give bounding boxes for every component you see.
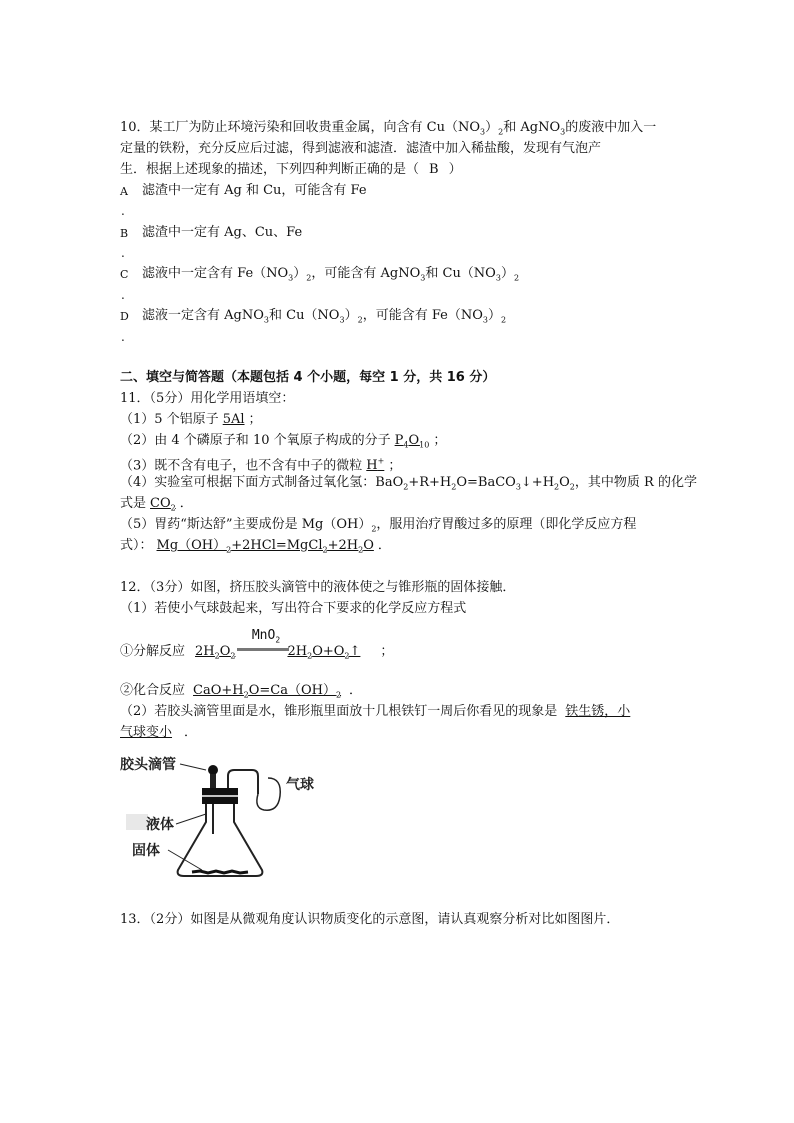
q11-text: （4）实验室可根据下面方式制备过氧化氢：BaO (120, 475, 404, 490)
q12-text: ． (184, 725, 198, 740)
q11-answer-text: O (408, 433, 420, 448)
q12-answer: 气球变小 (120, 725, 173, 740)
q10-text: ） (448, 162, 462, 177)
option-dot: . (121, 288, 125, 302)
q13-title: 13．（2分）如图是从微观角度认识物质变化的示意图，请认真观察分析对比如图图片． (120, 912, 620, 927)
q12-answer-text: CaO+H (193, 683, 244, 698)
subscript: 3 (339, 315, 345, 325)
option-a-letter: A (120, 185, 128, 198)
subscript: 2 (322, 545, 328, 555)
q11-answer: 5Al (222, 412, 245, 427)
label-solid: 固体 (132, 843, 160, 859)
q12-answer-text: O=Ca（OH） (248, 683, 336, 698)
subscript: 3 (560, 127, 566, 137)
q12-title: 12．（3分）如图，挤压胶头滴管中的液体使之与锥形瓶的固体接触． (120, 580, 516, 595)
q10-answer: B (429, 162, 439, 177)
label-shade (126, 814, 148, 830)
q10-text: 和 AgNO (503, 120, 561, 135)
q11-answer (391, 433, 434, 448)
q11-text: ． (377, 538, 391, 553)
q11-answer-text: H (366, 458, 378, 474)
option-c-text (142, 264, 519, 289)
subscript: 2 (170, 503, 176, 513)
q10-text: ） (485, 120, 499, 135)
subscript: 2 (306, 273, 312, 283)
q12-answer (185, 644, 235, 659)
q11-text: ，服用治疗胃酸过多的原理（即化学反应方程 (376, 517, 637, 532)
subscript: 2 (513, 273, 520, 283)
q12-answer-text: O (219, 644, 231, 659)
q12-text: ． (349, 683, 363, 698)
subscript: 3 (495, 273, 501, 283)
option-text: 滤液一定含有 AgNO (142, 308, 264, 323)
subscript: 2 (344, 651, 350, 661)
q11-answer-text: +2H (327, 538, 359, 553)
subscript: 2 (214, 651, 220, 661)
q11-text: O=BaCO (456, 475, 516, 490)
label-balloon: 气球 (286, 777, 314, 793)
q12-answer (185, 683, 349, 698)
subscript: 2 (307, 651, 313, 661)
q12-reaction1 (120, 642, 393, 667)
q11-text: ； (433, 433, 447, 448)
q12-text: ②化合反应 (120, 683, 186, 698)
q10-text: 10．某工厂为防止环境污染和回收贵重金属，向含有 Cu（NO (120, 120, 481, 135)
subscript: 2 (403, 482, 409, 492)
q12-answer (287, 644, 372, 659)
subscript: 2 (226, 545, 232, 555)
liquid-pointer (176, 814, 206, 824)
subscript: 4 (403, 440, 409, 450)
q11-text: ； (388, 458, 402, 474)
q11-answer (362, 458, 388, 473)
q11-text: O (559, 475, 570, 490)
q11-text: （2）由 4 个磷原子和 10 个氧原子构成的分子 (120, 433, 391, 448)
label-dropper: 胶头滴管 (120, 757, 176, 773)
flask-outline (178, 802, 263, 876)
label-liquid: 液体 (146, 817, 174, 833)
q11-answer (146, 496, 180, 511)
subscript: 2 (451, 482, 457, 492)
subscript: 2 (498, 127, 504, 137)
q11-answer-text: +2HCl=MgCl (231, 538, 323, 553)
option-b-text: 滤渣中一定有 Ag、Cu、Fe (142, 225, 303, 240)
dropper-bulb (208, 765, 218, 775)
subscript: 2 (357, 315, 363, 325)
option-dot: . (121, 330, 125, 344)
q11-title: 11．（5分）用化学用语填空： (120, 391, 295, 406)
q12-sub2-line1 (120, 702, 634, 722)
option-c-letter: C (120, 268, 129, 281)
subscript: 3 (420, 273, 426, 283)
q11-answer-text: P (394, 433, 404, 448)
solid-layer (192, 871, 248, 873)
q10-text: 的废液中加入一 (565, 120, 657, 135)
solid-pointer (168, 850, 202, 870)
flask-figure (118, 752, 328, 882)
option-text: ） (293, 266, 307, 281)
option-text: ） (344, 308, 358, 323)
subscript: 2 (500, 315, 507, 325)
q11-text: ． (179, 496, 193, 511)
dropper-neck (210, 774, 216, 788)
q11-part1 (120, 410, 262, 430)
subscript: 2 (275, 635, 281, 645)
subscript: 3 (288, 273, 294, 283)
q12-text: （2）若胶头滴管里面是水，锥形瓶里面放十几根铁钉一周后你看见的现象是 (120, 704, 558, 719)
q12-sub2-line2 (120, 723, 197, 743)
subscript: 2 (371, 524, 377, 534)
q12-text: ； (380, 644, 394, 659)
q12-sub1: （1）若使小气球鼓起来，写出符合下要求的化学反应方程式 (120, 601, 467, 616)
balloon (257, 778, 280, 810)
option-text: 和 Cu（NO (268, 308, 340, 323)
q12-answer: 铁生锈，小 (565, 704, 631, 719)
option-b-letter: B (120, 227, 129, 240)
subscript: 2 (358, 545, 364, 555)
q12-answer-text: ↑ (349, 644, 361, 659)
q11-answer-text: O (363, 538, 374, 553)
q11-text: （5）胃药“斯达舒”主要成份是 Mg（OH） (120, 517, 372, 532)
subscript: 3 (263, 315, 269, 325)
q12-answer-text: O+O (312, 644, 345, 659)
option-dot: . (121, 246, 125, 260)
subscript: 3 (482, 315, 488, 325)
option-text: 滤液中一定含有 Fe（NO (142, 266, 289, 281)
q10-line3 (120, 160, 462, 180)
option-dot: . (121, 204, 125, 218)
q11-text: ，其中物质 R 的化学 (574, 475, 697, 490)
subscript: 2 (230, 651, 236, 661)
q10-text: 生．根据上述现象的描述，下列四种判断正确的是（ (120, 162, 420, 177)
q11-text: 式是 (120, 496, 147, 511)
q10-line2: 定量的铁粉，充分反应后过滤，得到滤液和滤渣．滤渣中加入稀盐酸，发现有气泡产 (120, 141, 602, 156)
subscript: 10 (419, 440, 430, 450)
subscript: 2 (335, 690, 342, 700)
subscript: 3 (515, 482, 521, 492)
option-text: ，可能含有 AgNO (311, 266, 421, 281)
option-d-text (142, 306, 506, 331)
q11-answer-text: Mg（OH） (156, 538, 227, 553)
dropper-pointer (180, 764, 206, 770)
q11-text: ； (248, 412, 262, 427)
q11-text: （1）5 个铝原子 (120, 412, 219, 427)
q12-text: ①分解反应 (120, 644, 186, 659)
q11-answer-text: CO (150, 496, 171, 511)
subscript: 3 (480, 127, 486, 137)
q11-text: ↓+H (520, 475, 555, 490)
q11-text: （3）既不含有电子，也不含有中子的微粒 (120, 458, 363, 474)
q11-answer (153, 538, 378, 553)
superscript: + (377, 457, 385, 466)
subscript: 2 (243, 690, 249, 700)
q11-part5-line2 (120, 536, 391, 561)
subscript: 2 (554, 482, 560, 492)
q11-text: 式）： (120, 538, 153, 553)
option-text: 和 Cu（NO (425, 266, 496, 281)
q11-text: +R+H (408, 475, 452, 490)
section2-heading: 二、填空与简答题（本题包括 4 个小题，每空 1 分，共 16 分） (120, 370, 496, 385)
subscript: 2 (569, 482, 575, 492)
q12-answer-text: 2H (195, 644, 215, 659)
option-a-text: 滤渣中一定有 Ag 和 Cu，可能含有 Fe (142, 183, 367, 198)
option-text: ） (487, 308, 501, 323)
option-text: ） (500, 266, 514, 281)
catalyst-text: MnO (251, 628, 276, 643)
option-text: ，可能含有 Fe（NO (362, 308, 483, 323)
q11-part4-line1 (120, 473, 697, 498)
option-d-letter: D (120, 310, 129, 323)
q12-answer-text: 2H (287, 644, 308, 659)
